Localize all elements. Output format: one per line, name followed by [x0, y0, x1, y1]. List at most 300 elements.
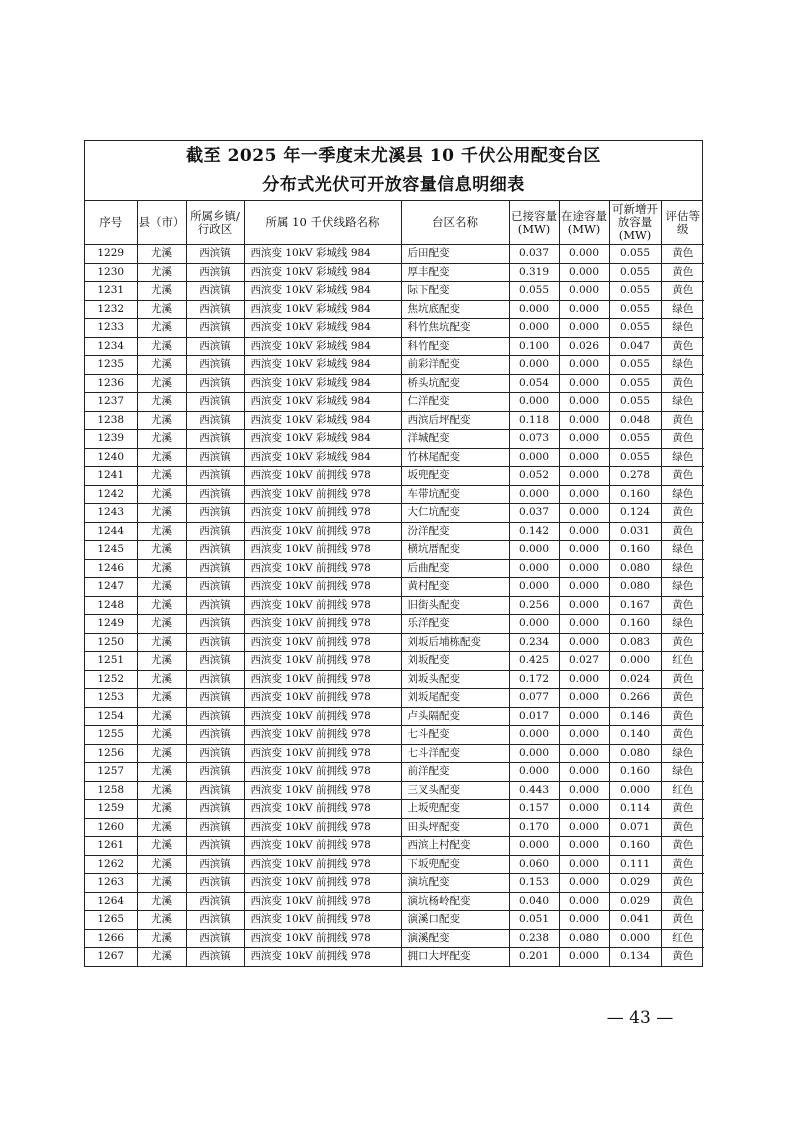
- cell-pending: 0.000: [559, 837, 609, 856]
- cell-town: 西滨镇: [186, 726, 244, 745]
- cell-town: 西滨镇: [186, 319, 244, 338]
- cell-grade: 黄色: [661, 282, 704, 301]
- table-row: [85, 319, 704, 338]
- table-row: [85, 818, 704, 837]
- cell-county: 尤溪: [137, 874, 186, 893]
- cell-connected: 0.319: [509, 263, 559, 282]
- cell-index: 1232: [85, 300, 137, 319]
- cell-line: 西滨变 10kV 彩城线 984: [244, 263, 401, 282]
- table-row: [85, 855, 704, 874]
- cell-connected: 0.000: [509, 319, 559, 338]
- cell-line: 西滨变 10kV 前拥线 978: [244, 707, 401, 726]
- cell-town: 西滨镇: [186, 467, 244, 486]
- table-row: [85, 430, 704, 449]
- cell-line: 西滨变 10kV 前拥线 978: [244, 541, 401, 560]
- cell-grade: 黄色: [661, 670, 704, 689]
- header-cell-available: 可新增开放容量(MW): [609, 201, 661, 245]
- table-row: [85, 448, 704, 467]
- cell-station: 七斗洋配变: [401, 744, 509, 763]
- cell-line: 西滨变 10kV 彩城线 984: [244, 374, 401, 393]
- table-row: [85, 411, 704, 430]
- cell-grade: 绿色: [661, 356, 704, 375]
- cell-county: 尤溪: [137, 319, 186, 338]
- cell-line: 西滨变 10kV 前拥线 978: [244, 892, 401, 911]
- cell-county: 尤溪: [137, 929, 186, 948]
- cell-connected: 0.153: [509, 874, 559, 893]
- cell-grade: 黄色: [661, 504, 704, 523]
- cell-index: 1266: [85, 929, 137, 948]
- cell-town: 西滨镇: [186, 633, 244, 652]
- cell-connected: 0.073: [509, 430, 559, 449]
- cell-connected: 0.040: [509, 892, 559, 911]
- cell-grade: 黄色: [661, 411, 704, 430]
- cell-connected: 0.201: [509, 948, 559, 966]
- table-row: [85, 837, 704, 856]
- cell-line: 西滨变 10kV 彩城线 984: [244, 245, 401, 264]
- cell-station: 仁洋配变: [401, 393, 509, 412]
- cell-pending: 0.000: [559, 707, 609, 726]
- cell-town: 西滨镇: [186, 800, 244, 819]
- cell-connected: 0.051: [509, 911, 559, 930]
- cell-line: 西滨变 10kV 前拥线 978: [244, 929, 401, 948]
- cell-grade: 绿色: [661, 559, 704, 578]
- cell-index: 1254: [85, 707, 137, 726]
- cell-connected: 0.060: [509, 855, 559, 874]
- cell-connected: 0.037: [509, 504, 559, 523]
- header-cell-station: 台区名称: [401, 201, 509, 245]
- header-cell-connected: 已接容量(MW): [509, 201, 559, 245]
- cell-connected: 0.000: [509, 300, 559, 319]
- cell-connected: 0.000: [509, 448, 559, 467]
- cell-grade: 绿色: [661, 744, 704, 763]
- cell-line: 西滨变 10kV 前拥线 978: [244, 800, 401, 819]
- cell-station: 田头坪配变: [401, 818, 509, 837]
- cell-pending: 0.000: [559, 818, 609, 837]
- cell-pending: 0.000: [559, 781, 609, 800]
- table-row: [85, 781, 704, 800]
- cell-grade: 黄色: [661, 948, 704, 966]
- cell-connected: 0.077: [509, 689, 559, 708]
- cell-available: 0.134: [609, 948, 661, 966]
- cell-line: 西滨变 10kV 前拥线 978: [244, 763, 401, 782]
- cell-line: 西滨变 10kV 前拥线 978: [244, 744, 401, 763]
- cell-county: 尤溪: [137, 744, 186, 763]
- cell-station: 洋城配变: [401, 430, 509, 449]
- cell-available: 0.080: [609, 559, 661, 578]
- cell-county: 尤溪: [137, 633, 186, 652]
- cell-line: 西滨变 10kV 前拥线 978: [244, 837, 401, 856]
- cell-pending: 0.000: [559, 411, 609, 430]
- cell-county: 尤溪: [137, 670, 186, 689]
- cell-town: 西滨镇: [186, 855, 244, 874]
- cell-index: 1241: [85, 467, 137, 486]
- cell-town: 西滨镇: [186, 559, 244, 578]
- cell-station: 下坂兜配变: [401, 855, 509, 874]
- table-row: [85, 948, 704, 966]
- cell-available: 0.055: [609, 263, 661, 282]
- cell-county: 尤溪: [137, 948, 186, 966]
- cell-index: 1261: [85, 837, 137, 856]
- cell-county: 尤溪: [137, 596, 186, 615]
- cell-grade: 黄色: [661, 245, 704, 264]
- cell-grade: 绿色: [661, 393, 704, 412]
- cell-line: 西滨变 10kV 彩城线 984: [244, 282, 401, 301]
- cell-available: 0.024: [609, 670, 661, 689]
- cell-line: 西滨变 10kV 彩城线 984: [244, 356, 401, 375]
- cell-town: 西滨镇: [186, 411, 244, 430]
- cell-town: 西滨镇: [186, 615, 244, 634]
- cell-available: 0.124: [609, 504, 661, 523]
- cell-pending: 0.000: [559, 596, 609, 615]
- table-row: [85, 911, 704, 930]
- cell-town: 西滨镇: [186, 670, 244, 689]
- cell-available: 0.083: [609, 633, 661, 652]
- cell-index: 1255: [85, 726, 137, 745]
- cell-index: 1243: [85, 504, 137, 523]
- cell-grade: 黄色: [661, 818, 704, 837]
- cell-available: 0.160: [609, 763, 661, 782]
- cell-index: 1237: [85, 393, 137, 412]
- cell-station: 演坑配变: [401, 874, 509, 893]
- cell-connected: 0.172: [509, 670, 559, 689]
- cell-grade: 黄色: [661, 596, 704, 615]
- cell-pending: 0.000: [559, 892, 609, 911]
- cell-available: 0.000: [609, 652, 661, 671]
- cell-county: 尤溪: [137, 522, 186, 541]
- cell-grade: 绿色: [661, 485, 704, 504]
- cell-connected: 0.234: [509, 633, 559, 652]
- cell-grade: 绿色: [661, 541, 704, 560]
- cell-station: 上坂兜配变: [401, 800, 509, 819]
- table-row: [85, 337, 704, 356]
- cell-town: 西滨镇: [186, 929, 244, 948]
- cell-pending: 0.000: [559, 448, 609, 467]
- cell-available: 0.055: [609, 448, 661, 467]
- cell-connected: 0.118: [509, 411, 559, 430]
- cell-town: 西滨镇: [186, 578, 244, 597]
- cell-index: 1259: [85, 800, 137, 819]
- cell-pending: 0.000: [559, 263, 609, 282]
- cell-station: 刘坂配变: [401, 652, 509, 671]
- cell-line: 西滨变 10kV 彩城线 984: [244, 337, 401, 356]
- cell-county: 尤溪: [137, 781, 186, 800]
- cell-available: 0.160: [609, 837, 661, 856]
- cell-town: 西滨镇: [186, 818, 244, 837]
- cell-pending: 0.000: [559, 356, 609, 375]
- page-number: — 43 —: [606, 1008, 674, 1028]
- cell-station: 演坑杨岭配变: [401, 892, 509, 911]
- cell-index: 1248: [85, 596, 137, 615]
- cell-pending: 0.000: [559, 245, 609, 264]
- cell-available: 0.000: [609, 929, 661, 948]
- cell-index: 1245: [85, 541, 137, 560]
- cell-index: 1256: [85, 744, 137, 763]
- cell-available: 0.111: [609, 855, 661, 874]
- cell-available: 0.266: [609, 689, 661, 708]
- cell-town: 西滨镇: [186, 541, 244, 560]
- cell-line: 西滨变 10kV 前拥线 978: [244, 652, 401, 671]
- cell-pending: 0.000: [559, 300, 609, 319]
- table-row: [85, 596, 704, 615]
- cell-connected: 0.157: [509, 800, 559, 819]
- cell-station: 乐洋配变: [401, 615, 509, 634]
- table-row: [85, 615, 704, 634]
- table-row: [85, 467, 704, 486]
- cell-index: 1257: [85, 763, 137, 782]
- cell-line: 西滨变 10kV 前拥线 978: [244, 818, 401, 837]
- cell-town: 西滨镇: [186, 430, 244, 449]
- cell-connected: 0.170: [509, 818, 559, 837]
- cell-connected: 0.000: [509, 578, 559, 597]
- cell-available: 0.055: [609, 356, 661, 375]
- cell-index: 1238: [85, 411, 137, 430]
- cell-county: 尤溪: [137, 689, 186, 708]
- cell-town: 西滨镇: [186, 948, 244, 966]
- cell-county: 尤溪: [137, 282, 186, 301]
- table-row: [85, 726, 704, 745]
- cell-available: 0.071: [609, 818, 661, 837]
- table-row: [85, 263, 704, 282]
- cell-station: 前彩洋配变: [401, 356, 509, 375]
- cell-index: 1240: [85, 448, 137, 467]
- cell-town: 西滨镇: [186, 689, 244, 708]
- cell-line: 西滨变 10kV 彩城线 984: [244, 393, 401, 412]
- cell-grade: 黄色: [661, 800, 704, 819]
- cell-index: 1249: [85, 615, 137, 634]
- cell-grade: 黄色: [661, 707, 704, 726]
- table-body: [85, 245, 704, 966]
- cell-index: 1247: [85, 578, 137, 597]
- cell-county: 尤溪: [137, 374, 186, 393]
- cell-station: 汾洋配变: [401, 522, 509, 541]
- table-row: [85, 763, 704, 782]
- header-cell-pending: 在途容量(MW): [559, 201, 609, 245]
- cell-grade: 绿色: [661, 578, 704, 597]
- cell-line: 西滨变 10kV 前拥线 978: [244, 855, 401, 874]
- cell-town: 西滨镇: [186, 652, 244, 671]
- cell-pending: 0.000: [559, 374, 609, 393]
- cell-connected: 0.142: [509, 522, 559, 541]
- cell-town: 西滨镇: [186, 448, 244, 467]
- cell-pending: 0.000: [559, 578, 609, 597]
- cell-town: 西滨镇: [186, 837, 244, 856]
- header-cell-grade: 评估等级: [661, 201, 704, 245]
- cell-station: 旧街头配变: [401, 596, 509, 615]
- cell-pending: 0.000: [559, 319, 609, 338]
- cell-available: 0.055: [609, 282, 661, 301]
- cell-town: 西滨镇: [186, 245, 244, 264]
- cell-county: 尤溪: [137, 300, 186, 319]
- cell-town: 西滨镇: [186, 763, 244, 782]
- cell-available: 0.029: [609, 874, 661, 893]
- cell-station: 大仁坑配变: [401, 504, 509, 523]
- cell-line: 西滨变 10kV 前拥线 978: [244, 781, 401, 800]
- cell-grade: 黄色: [661, 522, 704, 541]
- cell-station: 演溪口配变: [401, 911, 509, 930]
- cell-connected: 0.000: [509, 356, 559, 375]
- cell-town: 西滨镇: [186, 337, 244, 356]
- cell-station: 科竹焦坑配变: [401, 319, 509, 338]
- cell-station: 前洋配变: [401, 763, 509, 782]
- cell-available: 0.080: [609, 578, 661, 597]
- cell-grade: 黄色: [661, 689, 704, 708]
- cell-town: 西滨镇: [186, 393, 244, 412]
- table-row: [85, 670, 704, 689]
- cell-county: 尤溪: [137, 892, 186, 911]
- cell-grade: 黄色: [661, 874, 704, 893]
- cell-pending: 0.000: [559, 615, 609, 634]
- table-row: [85, 245, 704, 264]
- cell-line: 西滨变 10kV 前拥线 978: [244, 670, 401, 689]
- table-row: [85, 504, 704, 523]
- cell-grade: 红色: [661, 781, 704, 800]
- table-row: [85, 800, 704, 819]
- cell-available: 0.048: [609, 411, 661, 430]
- cell-county: 尤溪: [137, 837, 186, 856]
- cell-county: 尤溪: [137, 430, 186, 449]
- cell-line: 西滨变 10kV 彩城线 984: [244, 448, 401, 467]
- cell-pending: 0.000: [559, 874, 609, 893]
- cell-connected: 0.000: [509, 744, 559, 763]
- cell-connected: 0.054: [509, 374, 559, 393]
- cell-station: 卢头隔配变: [401, 707, 509, 726]
- cell-station: 坂兜配变: [401, 467, 509, 486]
- cell-station: 横坑厝配变: [401, 541, 509, 560]
- cell-station: 西滨上村配变: [401, 837, 509, 856]
- cell-grade: 红色: [661, 652, 704, 671]
- table-row: [85, 522, 704, 541]
- cell-grade: 黄色: [661, 855, 704, 874]
- table-header-row: [85, 201, 704, 245]
- cell-connected: 0.017: [509, 707, 559, 726]
- cell-pending: 0.000: [559, 282, 609, 301]
- cell-station: 厚丰配变: [401, 263, 509, 282]
- cell-station: 后田配变: [401, 245, 509, 264]
- cell-index: 1265: [85, 911, 137, 930]
- cell-grade: 黄色: [661, 892, 704, 911]
- cell-index: 1262: [85, 855, 137, 874]
- cell-line: 西滨变 10kV 前拥线 978: [244, 504, 401, 523]
- cell-town: 西滨镇: [186, 892, 244, 911]
- cell-pending: 0.000: [559, 559, 609, 578]
- cell-pending: 0.000: [559, 393, 609, 412]
- cell-county: 尤溪: [137, 504, 186, 523]
- cell-connected: 0.000: [509, 541, 559, 560]
- table-row: [85, 874, 704, 893]
- cell-index: 1250: [85, 633, 137, 652]
- cell-county: 尤溪: [137, 578, 186, 597]
- cell-station: 后曲配变: [401, 559, 509, 578]
- cell-index: 1234: [85, 337, 137, 356]
- cell-grade: 黄色: [661, 467, 704, 486]
- cell-available: 0.000: [609, 781, 661, 800]
- cell-county: 尤溪: [137, 800, 186, 819]
- cell-county: 尤溪: [137, 245, 186, 264]
- table-row: [85, 652, 704, 671]
- cell-available: 0.055: [609, 319, 661, 338]
- capacity-table: [85, 201, 704, 966]
- cell-county: 尤溪: [137, 652, 186, 671]
- table-row: [85, 578, 704, 597]
- cell-pending: 0.000: [559, 541, 609, 560]
- cell-grade: 黄色: [661, 633, 704, 652]
- cell-pending: 0.000: [559, 504, 609, 523]
- cell-line: 西滨变 10kV 彩城线 984: [244, 430, 401, 449]
- cell-index: 1229: [85, 245, 137, 264]
- cell-line: 西滨变 10kV 前拥线 978: [244, 911, 401, 930]
- table-row: [85, 744, 704, 763]
- cell-county: 尤溪: [137, 541, 186, 560]
- cell-county: 尤溪: [137, 393, 186, 412]
- cell-line: 西滨变 10kV 前拥线 978: [244, 633, 401, 652]
- cell-index: 1236: [85, 374, 137, 393]
- cell-station: 科竹配变: [401, 337, 509, 356]
- cell-line: 西滨变 10kV 前拥线 978: [244, 615, 401, 634]
- cell-county: 尤溪: [137, 726, 186, 745]
- cell-county: 尤溪: [137, 467, 186, 486]
- cell-pending: 0.080: [559, 929, 609, 948]
- cell-index: 1242: [85, 485, 137, 504]
- cell-line: 西滨变 10kV 前拥线 978: [244, 485, 401, 504]
- cell-town: 西滨镇: [186, 263, 244, 282]
- cell-connected: 0.000: [509, 559, 559, 578]
- cell-station: 刘坂头配变: [401, 670, 509, 689]
- cell-available: 0.031: [609, 522, 661, 541]
- cell-connected: 0.238: [509, 929, 559, 948]
- title-line-2: 分布式光伏可开放容量信息明细表: [262, 175, 525, 195]
- cell-line: 西滨变 10kV 前拥线 978: [244, 559, 401, 578]
- table-row: [85, 300, 704, 319]
- cell-station: 刘坂后埔栋配变: [401, 633, 509, 652]
- cell-grade: 黄色: [661, 837, 704, 856]
- table-row: [85, 707, 704, 726]
- header-cell-county: 县（市）: [137, 201, 186, 245]
- cell-connected: 0.052: [509, 467, 559, 486]
- cell-available: 0.055: [609, 374, 661, 393]
- cell-connected: 0.000: [509, 393, 559, 412]
- cell-county: 尤溪: [137, 763, 186, 782]
- header-cell-index: 序号: [85, 201, 137, 245]
- cell-line: 西滨变 10kV 前拥线 978: [244, 689, 401, 708]
- cell-pending: 0.000: [559, 800, 609, 819]
- cell-available: 0.080: [609, 744, 661, 763]
- cell-town: 西滨镇: [186, 282, 244, 301]
- table-row: [85, 892, 704, 911]
- cell-pending: 0.000: [559, 633, 609, 652]
- cell-county: 尤溪: [137, 448, 186, 467]
- cell-county: 尤溪: [137, 485, 186, 504]
- cell-available: 0.146: [609, 707, 661, 726]
- cell-pending: 0.000: [559, 522, 609, 541]
- table-row: [85, 356, 704, 375]
- table-title: [85, 141, 702, 201]
- cell-available: 0.167: [609, 596, 661, 615]
- cell-connected: 0.000: [509, 485, 559, 504]
- cell-connected: 0.256: [509, 596, 559, 615]
- cell-county: 尤溪: [137, 337, 186, 356]
- header-cell-line: 所属 10 千伏线路名称: [244, 201, 401, 245]
- cell-grade: 黄色: [661, 911, 704, 930]
- cell-connected: 0.000: [509, 615, 559, 634]
- cell-pending: 0.027: [559, 652, 609, 671]
- cell-available: 0.029: [609, 892, 661, 911]
- cell-town: 西滨镇: [186, 781, 244, 800]
- cell-line: 西滨变 10kV 前拥线 978: [244, 948, 401, 966]
- table-row: [85, 929, 704, 948]
- cell-available: 0.160: [609, 615, 661, 634]
- cell-station: 西滨后坪配变: [401, 411, 509, 430]
- cell-town: 西滨镇: [186, 485, 244, 504]
